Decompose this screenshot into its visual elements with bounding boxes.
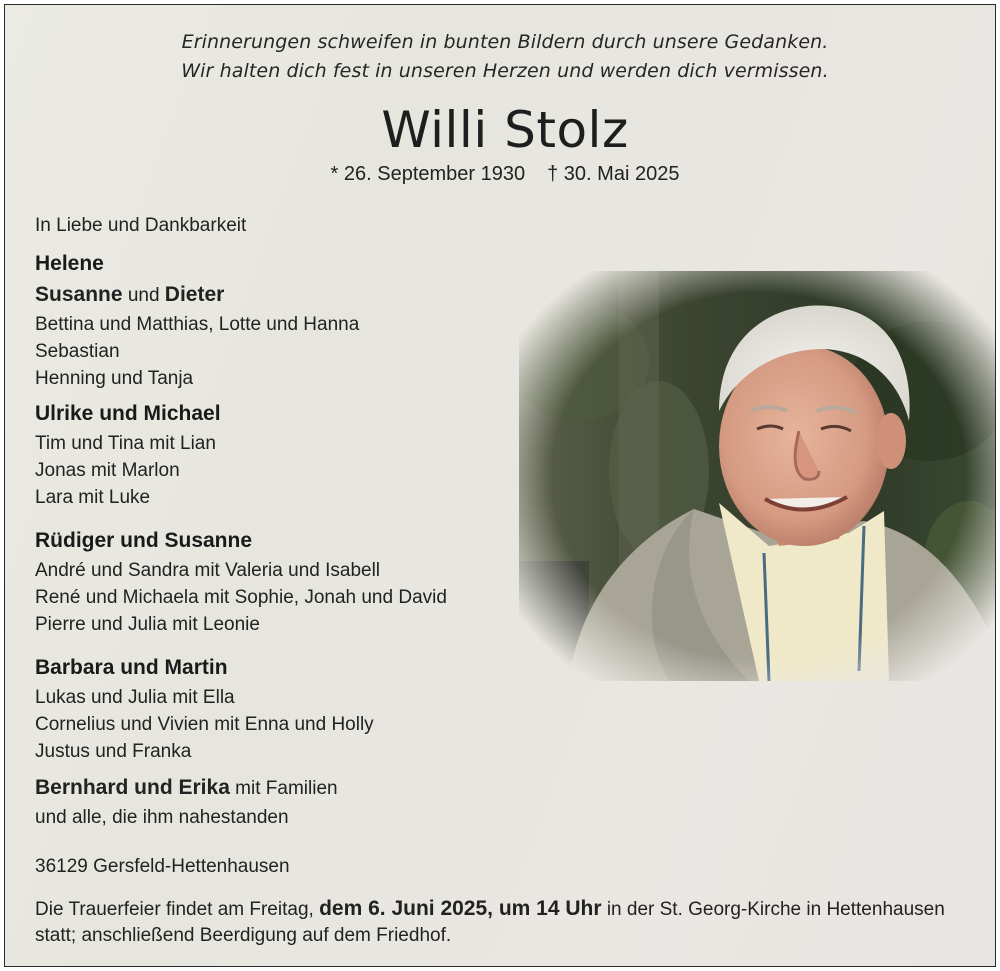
name-susanne: Susanne	[35, 283, 123, 306]
with-families: mit Familien	[235, 778, 338, 799]
quote-line-1: Erinnerungen schweifen in bunten Bildern durch unsere Gedanken.	[181, 31, 829, 53]
family-line: André und Sandra mit Valeria und Isabell	[35, 560, 381, 581]
funeral-notice	[35, 897, 945, 921]
funeral-notice-line-2: statt; anschließend Beerdigung auf dem Friedhof.	[35, 925, 452, 946]
intro-text: In Liebe und Dankbarkeit	[35, 215, 247, 236]
conjunction-und: und	[127, 285, 160, 306]
address: 36129 Gersfeld-Hettenhausen	[35, 856, 290, 877]
family-helene: Helene	[35, 252, 104, 275]
family-line: Bettina und Matthias, Lotte und Hanna	[35, 314, 360, 335]
family-line: Justus und Franka	[35, 741, 192, 762]
closing-line: und alle, die ihm nahestanden	[35, 807, 289, 828]
name-bernhard-erika: Bernhard und Erika	[35, 776, 230, 799]
birth-date: * 26. September 1930	[330, 163, 526, 185]
family-line: Henning und Tanja	[35, 368, 194, 389]
name-dieter: Dieter	[164, 283, 225, 306]
family-line: Sebastian	[35, 341, 120, 362]
family-line: Tim und Tina mit Lian	[35, 433, 216, 454]
quote-line-2: Wir halten dich fest in unseren Herzen und werden dich vermissen.	[181, 60, 829, 82]
family-line: Lukas und Julia mit Ella	[35, 687, 235, 708]
funeral-location: in der St. Georg-Kirche in Hettenhausen	[606, 899, 945, 920]
family-bernhard-erika	[35, 776, 338, 800]
family-ulrike-michael: Ulrike und Michael	[35, 402, 221, 425]
family-line: Lara mit Luke	[35, 487, 151, 508]
deceased-name: Willi Stolz	[381, 101, 629, 159]
family-barbara-martin: Barbara und Martin	[35, 656, 228, 679]
obituary-card	[4, 4, 996, 967]
family-susanne-dieter	[35, 283, 224, 307]
funeral-datetime: dem 6. Juni 2025, um 14 Uhr	[319, 897, 602, 920]
death-date: † 30. Mai 2025	[547, 163, 680, 185]
funeral-pre: Die Trauerfeier findet am Freitag,	[35, 899, 314, 920]
family-line: Cornelius und Vivien mit Enna und Holly	[35, 714, 374, 735]
family-ruediger-susanne: Rüdiger und Susanne	[35, 529, 253, 552]
life-dates	[5, 163, 996, 186]
family-line: René und Michaela mit Sophie, Jonah und David	[35, 587, 447, 608]
portrait-photo	[519, 271, 996, 681]
family-line: Jonas mit Marlon	[35, 460, 180, 481]
family-line: Pierre und Julia mit Leonie	[35, 614, 260, 635]
